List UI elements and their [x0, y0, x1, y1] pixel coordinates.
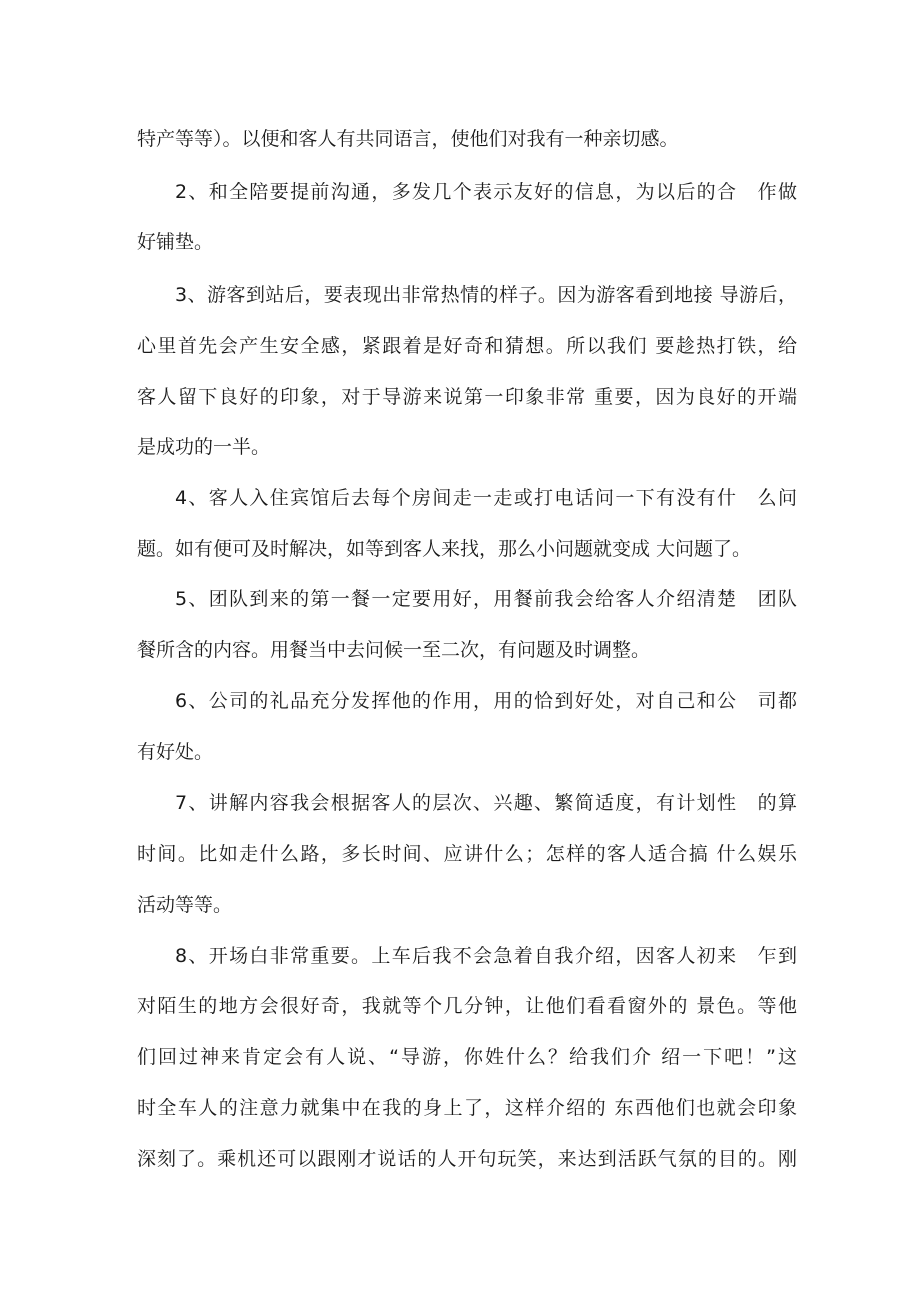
paragraph-line: 好铺垫。 — [137, 231, 214, 253]
paragraph-line: 8、开场白非常重要。上车后我不会急着自我介绍，因客人初来 乍到 — [175, 945, 797, 967]
paragraph-line: 有好处。 — [137, 741, 214, 763]
paragraph-line: 餐所含的内容。用餐当中去问候一至二次，有问题及时调整。 — [137, 639, 651, 661]
paragraph-line: 特产等等）。以便和客人有共同语言，使他们对我有一种亲切感。 — [137, 128, 679, 150]
paragraph-line: 7、讲解内容我会根据客人的层次、兴趣、繁简适度，有计划性 的算 — [175, 792, 797, 814]
paragraph-line: 3、游客到站后，要表现出非常热情的样子。因为游客看到地接 导游后， — [175, 284, 797, 306]
paragraph-line: 5、团队到来的第一餐一定要用好，用餐前我会给客人介绍清楚 团队 — [175, 588, 797, 610]
paragraph-line: 对陌生的地方会很好奇，我就等个几分钟，让他们看看窗外的 景色。等他 — [137, 995, 797, 1017]
paragraph-line: 6、公司的礼品充分发挥他的作用，用的恰到好处，对自己和公 司都 — [175, 690, 797, 712]
paragraph-line: 活动等等。 — [137, 894, 233, 916]
paragraph-line: 是成功的一半。 — [137, 436, 271, 458]
paragraph-line: 题。如有便可及时解决，如等到客人来找，那么小问题就变成 大问题了。 — [137, 538, 752, 560]
paragraph-line: 客人留下良好的印象，对于导游来说第一印象非常 重要，因为良好的开端 — [137, 386, 797, 408]
paragraph-line: 4、客人入住宾馆后去每个房间走一走或打电话问一下有没有什 么问 — [175, 487, 797, 509]
paragraph-line: 时全车人的注意力就集中在我的身上了，这样介绍的 东西他们也就会印象 — [137, 1097, 797, 1119]
paragraph-line: 深刻了。乘机还可以跟刚才说话的人开句玩笑，来达到活跃气氛的目的。刚 — [137, 1148, 797, 1170]
paragraph-line: 2、和全陪要提前沟通，多发几个表示友好的信息，为以后的合 作做 — [175, 181, 797, 203]
paragraph-line: 们回过神来肯定会有人说、“导游，你姓什么？给我们介 绍一下吧！”这 — [137, 1046, 797, 1068]
paragraph-line: 时间。比如走什么路，多长时间、应讲什么；怎样的客人适合搞 什么娱乐 — [137, 843, 797, 865]
paragraph-line: 心里首先会产生安全感，紧跟着是好奇和猜想。所以我们 要趁热打铁，给 — [137, 335, 797, 357]
